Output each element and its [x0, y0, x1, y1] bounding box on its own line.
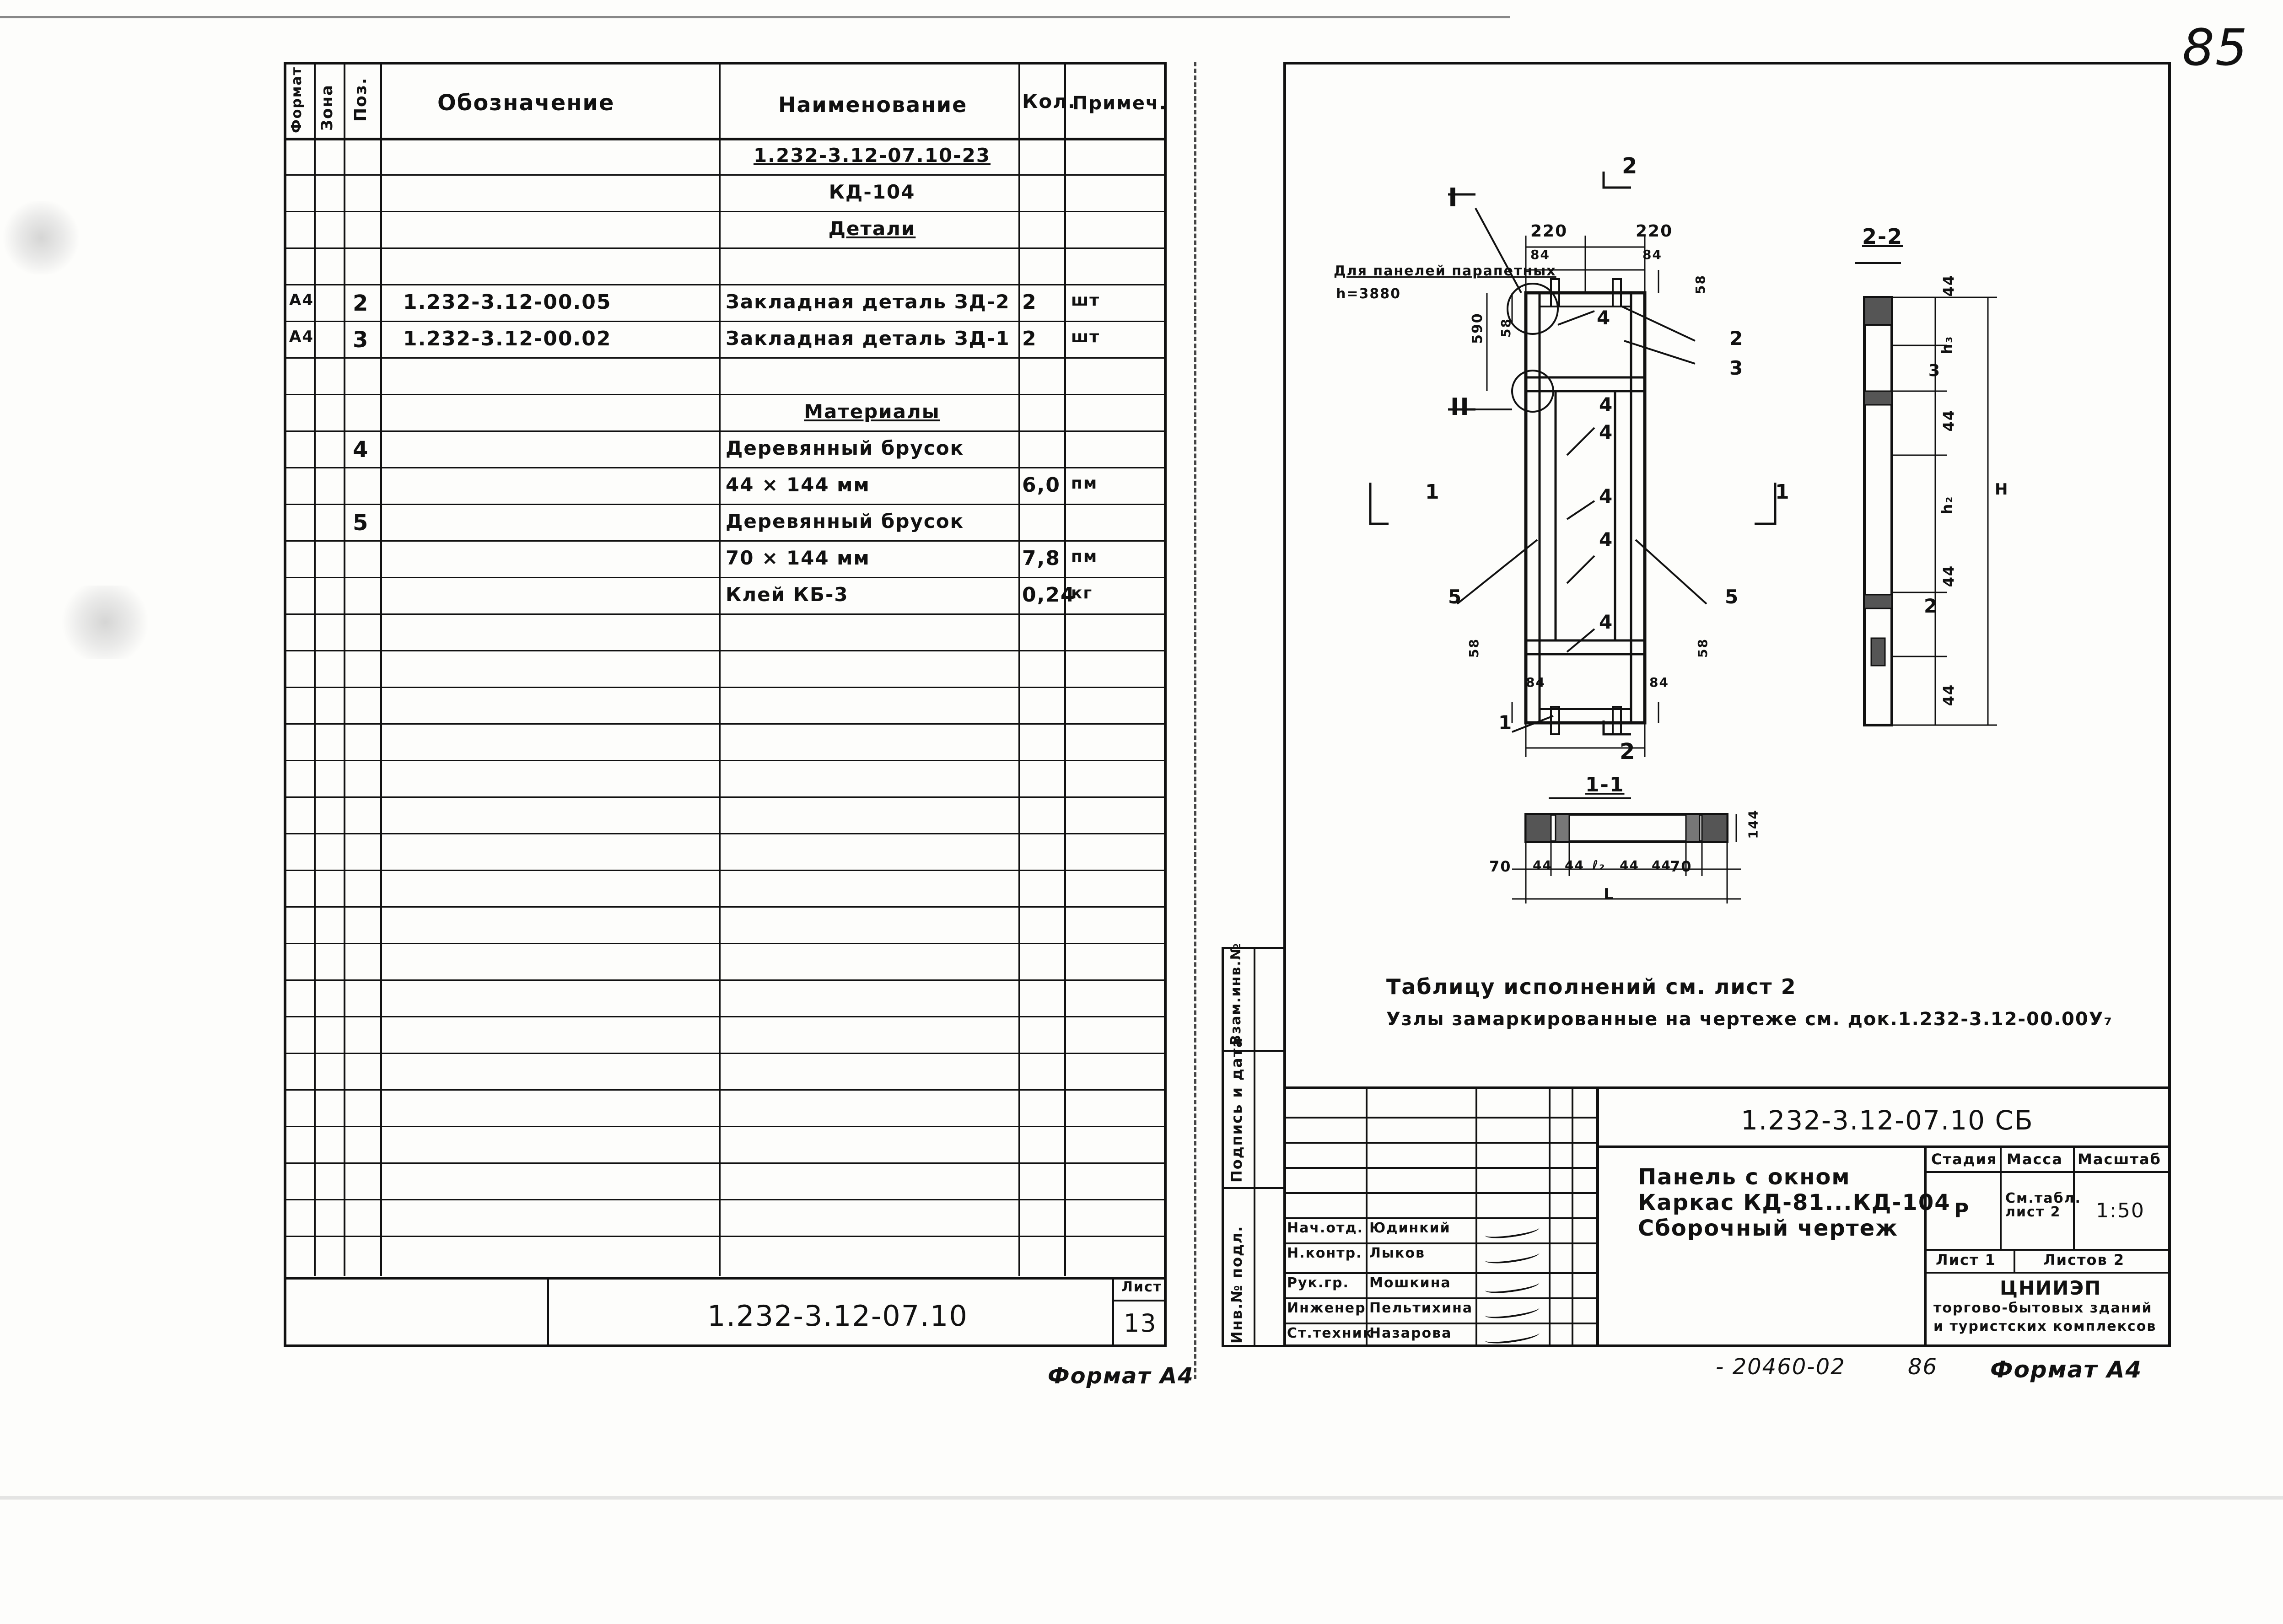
col-qty: Кол. — [1022, 90, 1076, 113]
dim-84-right: 84 — [1642, 247, 1662, 262]
sign-label: Подпись и дата — [1228, 1037, 1245, 1183]
spec-cell-name: Закладная деталь ЗД-2 — [726, 290, 1010, 313]
spec-cell-name: Детали — [828, 217, 916, 240]
section-1-1-label: 1-1 — [1585, 773, 1625, 796]
drawing-title — [1638, 1164, 1951, 1241]
callout-2-side: 2 — [1924, 595, 1938, 617]
col-format: Формат — [289, 66, 305, 133]
note-nodes: Узлы замаркированные на чертеже см. док.1.232-3.12-00.00У₇ — [1386, 1009, 2113, 1030]
spec-cell-qty: 2 — [1022, 327, 1037, 350]
scan-line — [0, 16, 1510, 18]
sec-dim-70-r: 70 — [1670, 858, 1692, 875]
mass-value: См.табл. лист 2 — [2005, 1190, 2081, 1220]
person-role: Н.контр. — [1287, 1245, 1362, 1261]
spec-cell-name: 44 × 144 мм — [726, 473, 870, 496]
scale-value: 1:50 — [2096, 1199, 2145, 1222]
person-name: Лыков — [1369, 1245, 1426, 1261]
callout-4-b: 4 — [1599, 393, 1614, 416]
stage-value: Р — [1954, 1199, 1970, 1222]
mass-label: Масса — [2007, 1151, 2063, 1168]
person-name: Назарова — [1369, 1325, 1452, 1341]
sec-dim-70-l: 70 — [1489, 858, 1512, 875]
person-name: Мошкина — [1369, 1275, 1451, 1291]
side-dim-44-4: 44 — [1940, 683, 1958, 706]
note-parapet: Для панелей парапетных — [1334, 263, 1556, 279]
spec-cell-name: Закладная деталь ЗД-1 — [726, 327, 1010, 350]
spec-cell-note: шт — [1071, 328, 1100, 346]
side-dim-H: H — [1995, 480, 2009, 499]
callout-3: 3 — [1729, 357, 1744, 379]
dim-220-left: 220 — [1530, 222, 1568, 241]
side-dim-44-1: 44 — [1940, 274, 1958, 297]
spec-cell-name: 70 × 144 мм — [726, 547, 870, 569]
callout-4-f: 4 — [1599, 611, 1614, 633]
side-dim-h2: h₂ — [1938, 495, 1956, 515]
sheet-label: Лист — [1121, 1279, 1163, 1295]
sheet-value: Лист 1 — [1936, 1251, 1996, 1269]
person-role: Рук.гр. — [1287, 1275, 1349, 1291]
title-block — [1283, 1086, 2171, 1347]
page-number: 85 — [2182, 18, 2248, 77]
archive-number: - 20460-02 — [1716, 1354, 1846, 1380]
side-stamp — [1222, 942, 1286, 1347]
spec-cell-note: пм — [1071, 474, 1098, 493]
archive-page: 86 — [1908, 1354, 1938, 1380]
person-name: Юдинкий — [1369, 1220, 1451, 1236]
title-line-3: Сборочный чертеж — [1638, 1215, 1898, 1241]
scan-line — [0, 1496, 2283, 1500]
format-label-right: Формат А4 — [1990, 1356, 2143, 1383]
side-dim-44-2: 44 — [1940, 409, 1958, 432]
callout-2: 2 — [1729, 327, 1744, 350]
dim-58-top: 58 — [1692, 274, 1708, 294]
title-line-2: Каркас КД-81...КД-104 — [1638, 1190, 1951, 1215]
spec-cell-name: 1.232-3.12-07.10-23 — [753, 144, 991, 167]
callout-5-left: 5 — [1448, 586, 1463, 608]
sec-dim-44-d: 44 — [1652, 858, 1671, 873]
spec-cell-pos: 3 — [353, 327, 369, 353]
spec-cell-qty: 2 — [1022, 290, 1037, 314]
spec-cell-pos: 5 — [353, 510, 369, 536]
sec-dim-44-b: 44 — [1565, 858, 1584, 873]
dim-58-side: 58 — [1498, 318, 1513, 338]
spec-cell-designation: 1.232-3.12-00.02 — [403, 327, 612, 350]
spec-cell-qty: 0,24 — [1022, 583, 1076, 607]
sheet-divider — [1194, 62, 1196, 1379]
col-name: Наименование — [778, 92, 968, 117]
note-table: Таблицу исполнений см. лист 2 — [1386, 974, 1797, 999]
callout-1: 1 — [1498, 711, 1513, 734]
scan-smudge — [0, 201, 82, 274]
section-mark-2-bottom: 2 — [1620, 739, 1636, 764]
section-2-2-label: 2-2 — [1862, 224, 1903, 249]
spec-cell-name: Деревянный брусок — [726, 437, 964, 459]
col-note: Примеч. — [1072, 93, 1167, 114]
dim-58-bl: 58 — [1466, 638, 1481, 658]
side-dim-44-3: 44 — [1940, 565, 1958, 587]
spec-cell-note: пм — [1071, 547, 1098, 566]
callout-5-right: 5 — [1725, 586, 1739, 608]
note-h: h=3880 — [1336, 286, 1401, 302]
dim-220-right: 220 — [1636, 222, 1673, 241]
section-mark-2-top: 2 — [1622, 153, 1638, 179]
stage-label: Стадия — [1931, 1151, 1998, 1168]
org-line-3: и туристских комплексов — [1933, 1318, 2157, 1334]
vzam-label: Взам.инв.№ — [1228, 942, 1244, 1045]
callout-4-d: 4 — [1599, 485, 1614, 507]
dim-58-br: 58 — [1695, 638, 1710, 658]
dim-84-left: 84 — [1530, 247, 1550, 262]
col-pos: Поз. — [351, 77, 370, 122]
spec-cell-designation: 1.232-3.12-00.05 — [403, 290, 612, 314]
spec-cell-name: Клей КБ-3 — [726, 583, 849, 606]
assembly-drawing — [1283, 62, 2171, 1068]
org-line-2: торгово-бытовых зданий — [1933, 1300, 2153, 1316]
spec-cell-note: шт — [1071, 291, 1100, 310]
spec-cell-note: кг — [1071, 584, 1093, 602]
side-dim-h3: h₃ — [1938, 335, 1956, 355]
sec-dim-44-c: 44 — [1620, 858, 1639, 873]
spec-sheet — [284, 62, 1167, 1347]
callout-4-a: 4 — [1597, 307, 1611, 329]
sheet-number: 13 — [1124, 1309, 1157, 1338]
spec-cell-qty: 6,0 — [1022, 473, 1061, 497]
person-role: Нач.отд. — [1287, 1220, 1363, 1236]
sec-dim-44-a: 44 — [1533, 858, 1552, 873]
doc-code: 1.232-3.12-07.10 СБ — [1741, 1105, 2034, 1136]
spec-cell-pos: 4 — [353, 437, 369, 462]
spec-footer-code: 1.232-3.12-07.10 — [707, 1299, 968, 1333]
format-label-left: Формат А4 — [1048, 1363, 1194, 1389]
col-zone: Зона — [318, 84, 336, 131]
dim-590: 590 — [1469, 312, 1486, 344]
org-line-1: ЦНИИЭП — [2000, 1277, 2102, 1299]
section-mark-1-right: 1 — [1775, 480, 1790, 504]
person-name: Пельтихина — [1369, 1300, 1473, 1316]
person-role: Ст.техник — [1287, 1325, 1373, 1341]
sec-dim-l2: ℓ₂ — [1592, 858, 1606, 873]
spec-cell-qty: 7,8 — [1022, 547, 1061, 570]
spec-cell-name: КД-104 — [829, 181, 915, 203]
spec-cell-format: А4 — [289, 291, 314, 309]
scan-smudge — [55, 586, 156, 659]
sheets-value: Листов 2 — [2043, 1251, 2125, 1269]
section-mark-1-left: 1 — [1425, 480, 1440, 504]
label-I: I — [1448, 183, 1459, 213]
spec-cell-format: А4 — [289, 328, 314, 346]
dim-84-br: 84 — [1649, 675, 1669, 690]
callout-4-c: 4 — [1599, 421, 1614, 443]
sec-dim-144: 144 — [1745, 809, 1761, 839]
spec-cell-name: Материалы — [804, 400, 940, 423]
callout-4-e: 4 — [1599, 528, 1614, 551]
scale-label: Масштаб — [2078, 1151, 2161, 1168]
callout-3-side: 3 — [1928, 361, 1941, 380]
spec-cell-pos: 2 — [353, 290, 369, 316]
person-role: Инженер — [1287, 1300, 1366, 1316]
col-designation: Обозначение — [437, 90, 615, 116]
spec-cell-name: Деревянный брусок — [726, 510, 964, 532]
dim-84-bl: 84 — [1526, 675, 1545, 690]
label-II: II — [1450, 393, 1470, 421]
inv-label: Инв.№ подл. — [1228, 1225, 1245, 1344]
sec-dim-L: L — [1604, 885, 1615, 903]
title-line-1: Панель с окном — [1638, 1164, 1851, 1190]
